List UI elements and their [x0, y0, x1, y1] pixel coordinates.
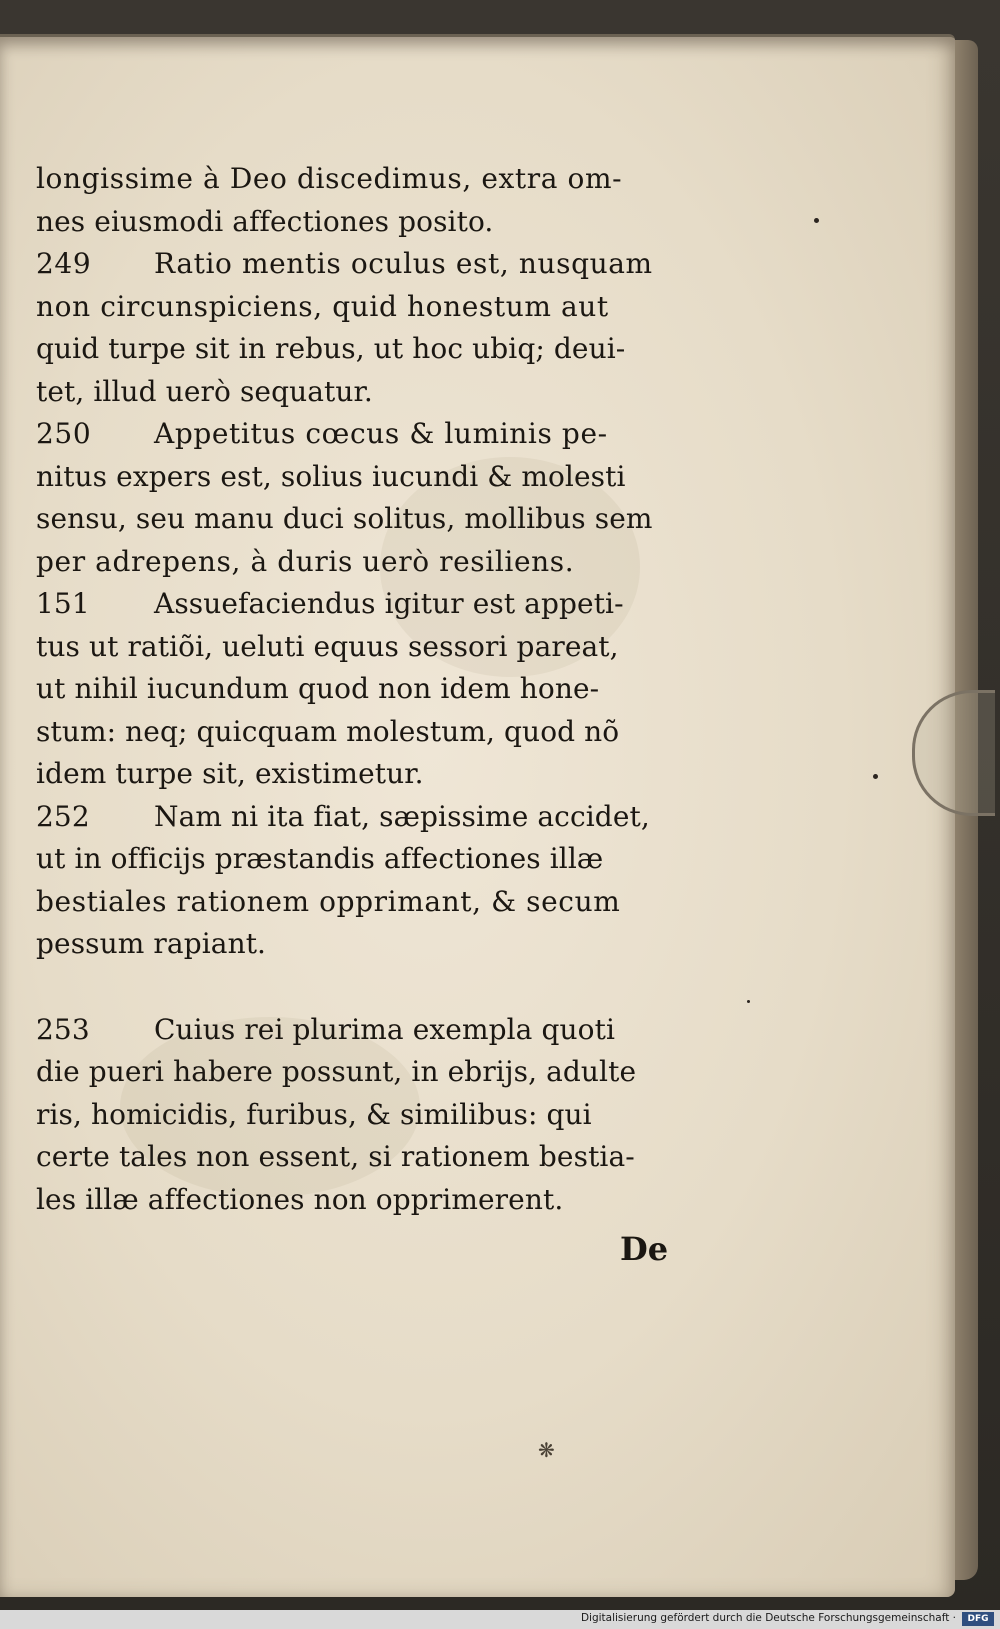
- text-line: sensu, seu manu duci solitus, mollibus sem: [36, 502, 653, 535]
- page-text-block: [36, 158, 706, 1221]
- text-line: Ratio mentis oculus est, nusquam: [154, 247, 653, 280]
- text-line: pessum rapiant.: [36, 927, 267, 960]
- paragraph-number: 151: [36, 587, 90, 620]
- text-line: ut in officijs præstandis affectiones illæ: [36, 842, 604, 875]
- text-line: nitus expers est, solius iucundi & molesti: [36, 459, 626, 493]
- paragraph-number: 253: [36, 1012, 90, 1046]
- text-line: ut nihil iucundum quod non idem hone-: [36, 672, 600, 705]
- text-line: Cuius rei plurima exempla quoti: [154, 1012, 615, 1046]
- text-line: die pueri habere possunt, in ebrijs, adulte: [36, 1055, 637, 1088]
- numbered-line: [36, 583, 706, 626]
- text-line: Appetitus cœcus & luminis pe-: [154, 417, 608, 450]
- ornament-icon: ❋: [538, 1438, 555, 1462]
- text-line: nes eiusmodi affectiones posito.: [36, 204, 494, 238]
- ink-speck: [814, 218, 819, 223]
- dfg-logo-icon: DFG: [962, 1612, 994, 1626]
- numbered-line: [36, 796, 706, 839]
- footer-credit: Digitalisierung gefördert durch die Deutsche Forschungsgemeinschaft ·: [580, 1612, 956, 1624]
- text-line: Assuefaciendus igitur est appeti-: [154, 587, 624, 620]
- numbered-line: [36, 413, 706, 456]
- text-line: per adrepens, à duris uerò resiliens.: [36, 544, 575, 578]
- text-line: les illæ affectiones non opprimerent.: [36, 1182, 564, 1216]
- text-line: tus ut ratiõi, ueluti equus sessori pareat,: [36, 629, 619, 663]
- catchword: De: [620, 1230, 669, 1268]
- text-line: longissime à Deo discedimus, extra om-: [36, 162, 623, 195]
- numbered-line: [36, 243, 706, 286]
- text-line: tet, illud uerò sequatur.: [36, 374, 373, 408]
- paragraph-number: 250: [36, 417, 92, 450]
- text-line: non circunspiciens, quid honestum aut: [36, 289, 609, 323]
- text-line: certe tales non essent, si rationem bestia-: [36, 1140, 635, 1173]
- text-line: quid turpe sit in rebus, ut hoc ubiq; deui-: [36, 332, 626, 365]
- ink-speck: [873, 774, 878, 779]
- text-line: ris, homicidis, furibus, & similibus: qui: [36, 1097, 592, 1131]
- text-line: idem turpe sit, existimetur.: [36, 757, 424, 790]
- text-line: stum: neq; quicquam molestum, quod nõ: [36, 714, 620, 748]
- paragraph-number: 252: [36, 799, 90, 833]
- paragraph-gap: [36, 966, 706, 1009]
- paragraph-number: 249: [36, 247, 92, 280]
- text-line: Nam ni ita fiat, sæpissime accidet,: [154, 799, 650, 833]
- text-line: bestiales rationem opprimant, & secum: [36, 884, 621, 918]
- ink-speck: [747, 1000, 750, 1003]
- numbered-line: [36, 1009, 706, 1052]
